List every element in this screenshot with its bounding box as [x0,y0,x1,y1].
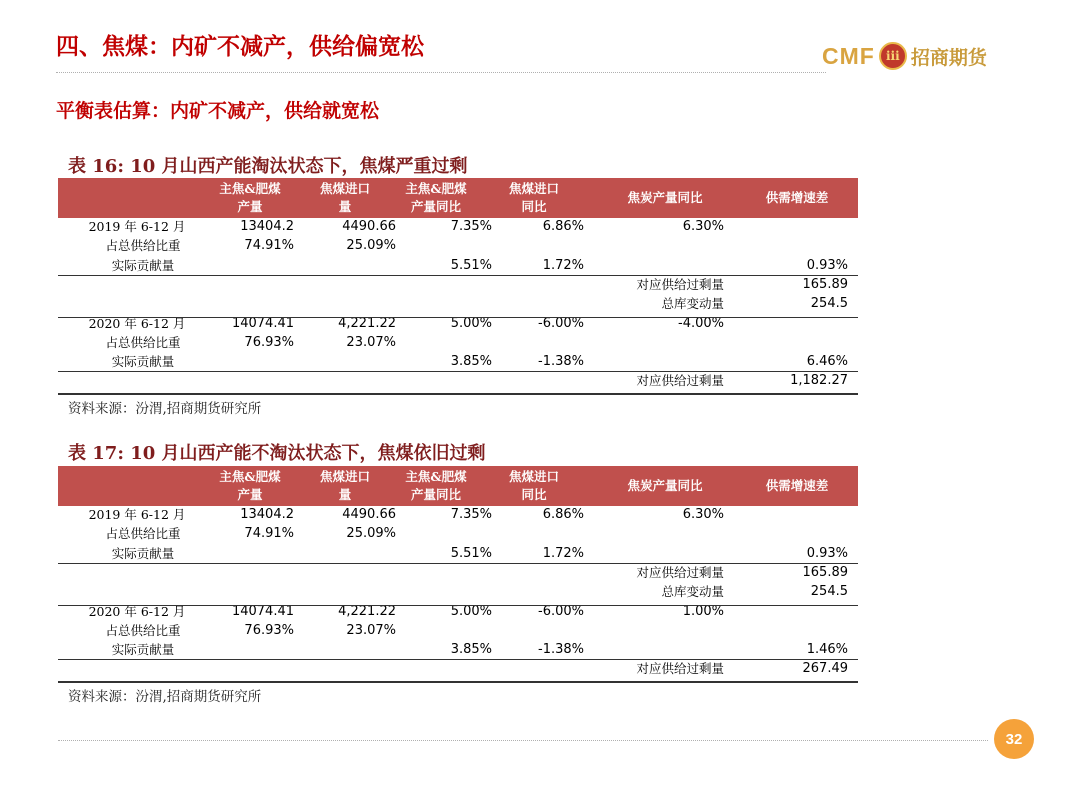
table-rule [58,659,858,660]
row-label: 实际贡献量 [111,354,175,370]
table-cell: 5.51% [450,257,492,273]
row-label: 2019 年 6-12 月 [88,219,186,234]
page-number-badge: 32 [994,719,1034,759]
table-cell: 4490.66 [342,507,396,522]
page-title: 四、焦煤：内矿不减产，供给偏宽松 [56,34,424,60]
table-cell: 25.09% [346,238,396,254]
table-cell: 74.91% [244,238,294,254]
column-header: 焦炭产量同比 [627,190,703,205]
table-rule [58,393,858,395]
table-title: 表 17: 10 月山西产能不淘汰状态下，焦煤依旧过剩 [68,443,486,464]
balance-table [58,466,858,686]
table-cell: 1.72% [542,545,584,561]
company-logo [822,40,987,72]
table-cell: 对应供给过剩量 [636,373,724,389]
table-cell: -6.00% [538,315,584,331]
row-label: 2020 年 6-12 月 [88,603,186,619]
table-cell: 6.46% [806,354,848,370]
table-cell: 0.93% [806,257,848,273]
table-cell: 5.00% [450,315,492,331]
table-cell: 6.30% [682,507,724,522]
table-title: 表 16: 10 月山西产能淘汰状态下，焦煤严重过剩 [68,156,468,177]
row-label: 实际贡献量 [111,257,175,273]
table-rule [58,605,858,606]
row-label: 实际贡献量 [111,545,175,561]
table-cell: 对应供给过剩量 [636,276,724,292]
table-cell: 1.00% [682,603,724,619]
table-cell: -1.38% [538,354,584,370]
column-header: 焦炭产量同比 [627,478,703,493]
table-cell: 4,221.22 [338,315,396,331]
footer-divider [58,740,988,741]
row-label: 2020 年 6-12 月 [88,315,186,331]
table-cell: 7.35% [450,507,492,522]
column-header: 主焦&肥煤 产量同比 [405,469,467,502]
logo-name: 招商期货 [910,46,987,69]
table-cell: 总库变动量 [661,584,724,600]
table-rule [58,563,858,564]
table-cell: 1,182.27 [790,373,848,389]
table-cell: 3.85% [450,354,492,370]
column-header: 焦煤进口 同比 [508,469,559,502]
table-cell: 对应供给过剩量 [636,564,724,580]
table-cell: -1.38% [538,642,584,658]
table-cell: 14074.41 [231,315,294,331]
table-cell: 267.49 [802,661,848,677]
table-header [58,466,858,506]
table-cell: 7.35% [450,219,492,234]
table-cell: 3.85% [450,642,492,658]
table-cell: 1.46% [806,642,848,658]
table-cell: 5.51% [450,545,492,561]
row-label: 占总供给比重 [105,334,181,350]
table-cell: 4490.66 [342,219,396,234]
table-cell: 165.89 [802,276,848,292]
table-cell: 23.07% [346,334,396,350]
table-cell: 25.09% [346,526,396,542]
table-cell: -4.00% [678,315,724,331]
row-label: 实际贡献量 [111,642,175,658]
table-cell: 1.72% [542,257,584,273]
column-header: 主焦&肥煤 产量 [219,469,281,502]
column-header: 焦煤进口 同比 [508,181,559,214]
table-cell: 14074.41 [231,603,294,619]
table-cell: 76.93% [244,622,294,638]
table-cell: 5.00% [450,603,492,619]
table-cell: 165.89 [802,564,848,580]
column-header: 主焦&肥煤 产量同比 [405,181,467,214]
table-rule [58,371,858,372]
table-cell: 总库变动量 [661,296,724,312]
table-cell: 13404.2 [240,219,294,234]
table-cell: 6.30% [682,219,724,234]
table-rule [58,275,858,276]
column-header: 供需增速差 [765,190,829,205]
row-label: 占总供给比重 [105,526,181,542]
table-cell: 6.86% [542,219,584,234]
column-header: 焦煤进口 量 [319,181,370,214]
table-cell: 0.93% [806,545,848,561]
table-header [58,178,858,218]
table-rule [58,317,858,318]
table-source: 资料来源：汾渭,招商期货研究所 [68,689,262,705]
table-cell: 254.5 [810,296,848,312]
table-cell: -6.00% [538,603,584,619]
table-cell: 对应供给过剩量 [636,661,724,677]
table-cell: 76.93% [244,334,294,350]
table-source: 资料来源：汾渭,招商期货研究所 [68,401,262,417]
table-cell: 6.86% [542,507,584,522]
table-cell: 4,221.22 [338,603,396,619]
balance-table [58,178,858,398]
table-cell: 74.91% [244,526,294,542]
logo-brand: CMF [822,42,875,69]
logo-emblem-icon: ⅲ [879,42,907,70]
table-cell: 13404.2 [240,507,294,522]
row-label: 占总供给比重 [105,622,181,638]
title-divider [56,72,826,73]
table-cell: 23.07% [346,622,396,638]
column-header: 供需增速差 [765,478,829,493]
row-label: 2019 年 6-12 月 [88,507,186,522]
column-header: 主焦&肥煤 产量 [219,181,281,214]
column-header: 焦煤进口 量 [319,469,370,502]
table-rule [58,681,858,683]
table-cell: 254.5 [810,584,848,600]
section-subtitle: 平衡表估算：内矿不减产，供给就宽松 [56,100,380,122]
row-label: 占总供给比重 [105,238,181,254]
